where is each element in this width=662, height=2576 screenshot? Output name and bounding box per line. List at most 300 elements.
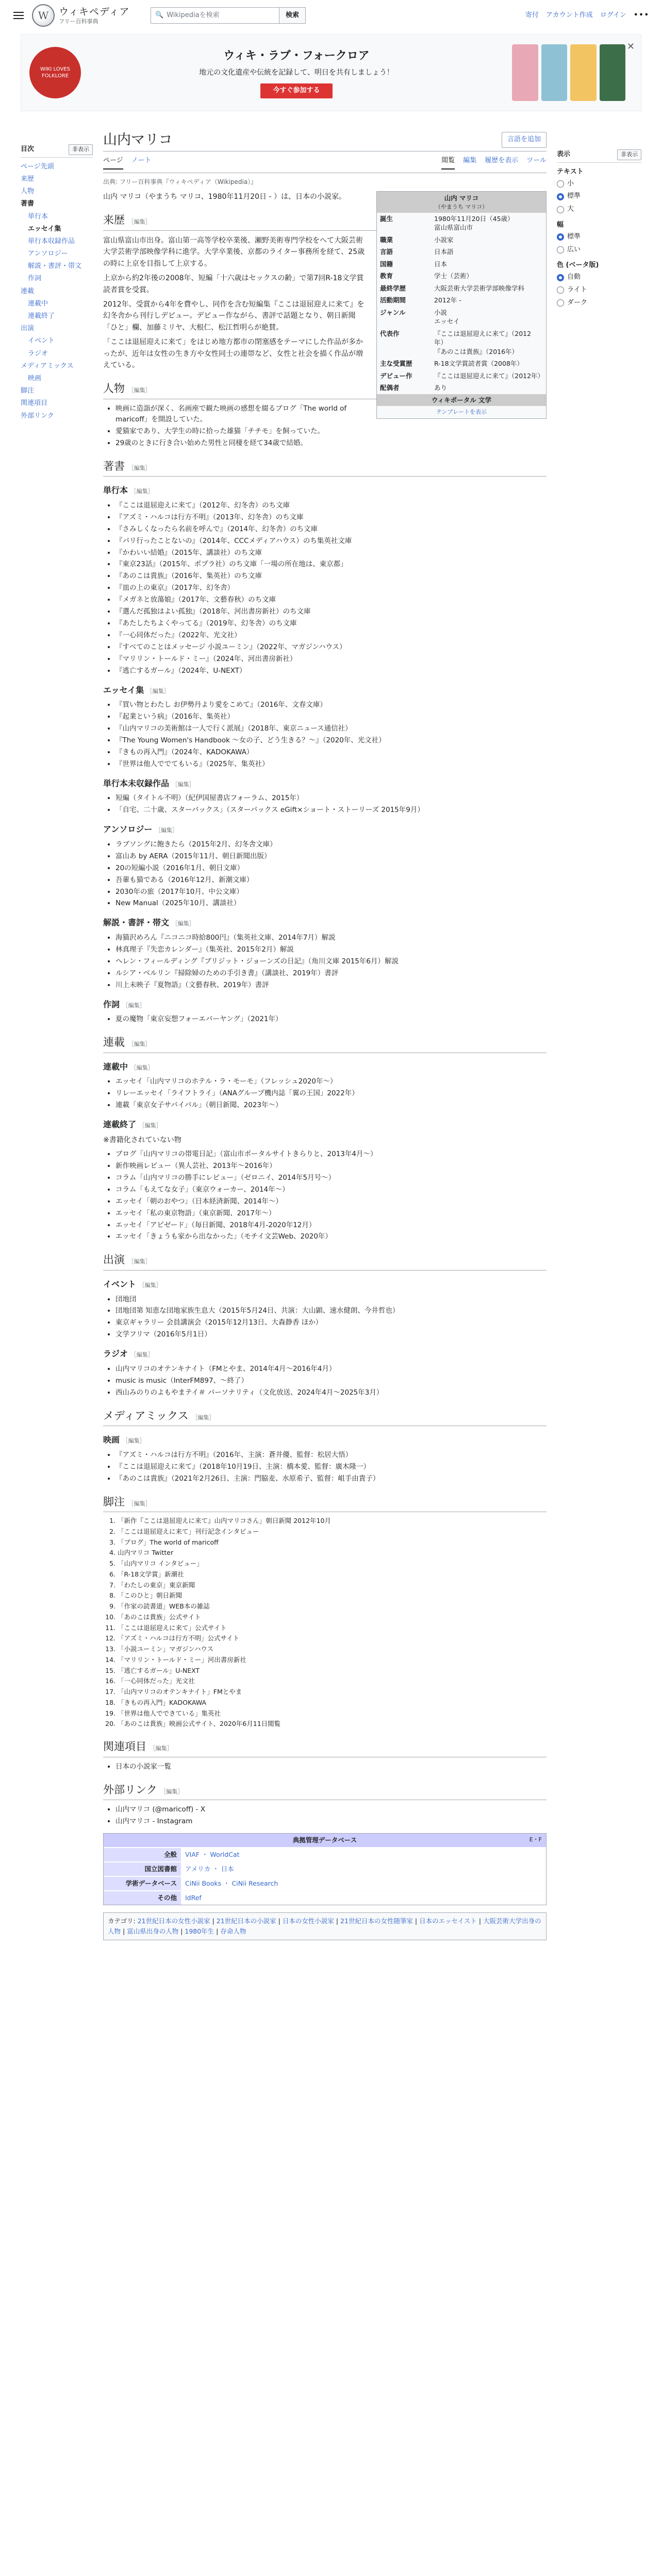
reference-item[interactable]: 5. 「山内マリコ インタビュー」 xyxy=(118,1559,547,1569)
list-item: • 『あのこは貴族』（2016年、集英社）のち文庫 xyxy=(115,571,547,582)
toc-item[interactable]: 外部リンク xyxy=(21,412,54,420)
category-link[interactable]: 大阪芸術大学出身の人物 xyxy=(108,1917,541,1936)
section-heading-lyrics xyxy=(103,998,547,1011)
bullet-list xyxy=(115,1149,547,1242)
section-heading-notes xyxy=(103,1494,547,1513)
tab-article[interactable]: ページ xyxy=(103,156,123,170)
toc-item[interactable]: 作詞 xyxy=(28,275,42,283)
list-item: • 林真理子『失恋カレンダー』（集英社、2015年2月）解説 xyxy=(115,944,547,955)
toc-item[interactable]: 著書 xyxy=(21,200,35,208)
banner-text: 地元の文化遺産や伝統を記録して、明日を共有しましょう！ xyxy=(199,69,394,77)
navbox-group: 学術データベース xyxy=(104,1876,181,1891)
section-edit-link[interactable]: ［編集］ xyxy=(128,218,151,226)
toc-item[interactable]: メディアミックス xyxy=(21,362,74,370)
reference-item[interactable]: 15. 「逃亡するガール」U-NEXT xyxy=(118,1666,547,1676)
infobox-key: 活動期間 xyxy=(380,296,406,304)
color-label: 色 (ベータ版) xyxy=(557,261,599,269)
section-heading-reviews xyxy=(103,916,547,929)
section-edit-link[interactable]: ［編集］ xyxy=(172,781,195,788)
category-link[interactable]: 1980年生 xyxy=(185,1927,214,1936)
reference-item[interactable]: 18. 「きもの再入門」KADOKAWA xyxy=(118,1698,547,1708)
section-title: イベント xyxy=(103,1279,137,1289)
section-heading-links xyxy=(103,1782,547,1801)
list-item: • 『きもの再入門』（2024年、KADOKAWA） xyxy=(115,747,547,758)
bullet-list xyxy=(115,1014,547,1025)
toc-item[interactable]: 関連項目 xyxy=(21,399,48,408)
section-title: 連載終了 xyxy=(103,1120,137,1130)
toc-item[interactable]: 単行本収録作品 xyxy=(28,237,75,245)
appearance-hide-button[interactable]: 非表示 xyxy=(617,149,641,160)
toc-item[interactable]: 連載中 xyxy=(28,299,48,308)
toc-item[interactable]: アンソロジー xyxy=(28,250,68,258)
category-link[interactable]: 21世紀日本の女性小説家 xyxy=(137,1917,210,1925)
list-item: • 『さみしくなったら名前を呼んで』（2014年、幻冬舎）のち文庫 xyxy=(115,524,547,535)
list-item: • エッセイ「山内マリコのホテル・ラ・モーモ」（フレッシュ2020年～） xyxy=(115,1076,547,1087)
search-placeholder: Wikipediaを検索 xyxy=(167,11,220,19)
list-item: • 山内マリコのオテンキナイト（FMとやま、2014年4月～2016年4月） xyxy=(115,1364,547,1375)
appearance-option[interactable] xyxy=(557,203,641,216)
section-title: 連載 xyxy=(103,1036,125,1049)
option-label: ダーク xyxy=(567,298,588,307)
infobox-name: 山内 マリコ xyxy=(444,194,479,202)
infobox-key: 国籍 xyxy=(380,260,393,268)
toc-item[interactable]: エッセイ集 xyxy=(28,225,61,233)
section-heading-serial_end xyxy=(103,1118,547,1131)
infobox-row xyxy=(377,358,546,370)
reference-item[interactable]: 9. 「作家の読書道」WEB本の雑誌 xyxy=(118,1602,547,1612)
tab-tools[interactable]: ツール xyxy=(526,157,547,165)
option-label: 自動 xyxy=(567,273,581,281)
radio-icon xyxy=(557,286,564,294)
list-item: • 川上未映子『夏物語』（文藝春秋、2019年）書評 xyxy=(115,980,547,991)
toc-hide-button[interactable]: 非表示 xyxy=(69,144,93,155)
toc-item[interactable]: 映画 xyxy=(28,374,42,382)
category-box: カテゴリ: 21世紀日本の女性小説家 | 21世紀日本の小説家 | 日本の女性小説家 | 21世紀日本の女性随筆家 | 日本のエッセイスト | 大阪芸術大学出身の人物 | 富山県出身の人物 | 1980年生 | 存命人物 xyxy=(103,1912,547,1940)
width-label: 幅 xyxy=(557,221,564,229)
option-label: 広い xyxy=(567,245,581,253)
infobox-value: 『ここは退屈迎えに来て』（2012年） xyxy=(434,371,544,380)
section-edit-link[interactable]: ［編集］ xyxy=(122,1002,145,1009)
appearance-panel xyxy=(557,144,641,310)
infobox-portal[interactable]: ウィキポータル 文学 xyxy=(377,394,546,406)
option-label: 小 xyxy=(567,179,574,188)
section-edit-link[interactable]: ［編集］ xyxy=(122,1437,145,1445)
option-label: ライト xyxy=(567,285,587,294)
section-title: 出演 xyxy=(103,1253,125,1266)
reference-list xyxy=(118,1516,547,1729)
toc-item[interactable]: 出演 xyxy=(21,325,35,333)
list-item: • 『選んだ孤独はよい孤独』（2018年、河出書房新社）のち文庫 xyxy=(115,606,547,617)
section-edit-link[interactable]: ［編集］ xyxy=(139,1122,162,1129)
category-link[interactable]: 日本の女性小説家 xyxy=(282,1917,334,1925)
add-language-button[interactable]: 言語を追加 xyxy=(502,132,547,148)
toc-title: 目次 xyxy=(21,145,35,153)
infobox-key: 誕生 xyxy=(380,214,393,223)
infobox-value: 日本 xyxy=(434,260,448,268)
list-item: • 『ここは退屈迎えに来て』（2012年、幻冬舎）のち文庫 xyxy=(115,500,547,511)
infobox-value: 大阪芸術大学芸術学部映像学科 xyxy=(434,284,525,292)
section-edit-link[interactable]: ［編集］ xyxy=(139,1281,162,1289)
list-item: • 富山あ by AERA（2015年11月、朝日新聞出版） xyxy=(115,851,547,862)
toc-item[interactable]: 解説・書評・帯文 xyxy=(28,262,82,270)
list-item: • 「自宅、二十歳、スターバックス」（スターバックス eGift×ショート・ストーリーズ 2015年9月） xyxy=(115,805,547,816)
campaign-banner xyxy=(21,34,641,111)
navbox-edit-links[interactable]: E・F xyxy=(529,1836,542,1843)
tab-talk[interactable]: ノート xyxy=(131,157,152,165)
section-heading-appear xyxy=(103,1251,547,1270)
list-item: • 愛猫家であり、大学生の時に拾った雄猫「チチモ」を飼っていた。 xyxy=(115,426,547,437)
radio-icon xyxy=(557,233,564,241)
infobox-row xyxy=(377,294,546,307)
reference-item[interactable]: 13. 「小説ユーミン」マガジンハウス xyxy=(118,1645,547,1654)
reference-item[interactable]: 10. 「あのこは貴族」公式サイト xyxy=(118,1613,547,1622)
category-label[interactable]: カテゴリ: xyxy=(108,1917,136,1925)
infobox-row xyxy=(377,370,546,382)
infobox-row xyxy=(377,246,546,258)
section-heading-essays xyxy=(103,684,547,697)
appearance-option[interactable] xyxy=(557,178,641,191)
authority-navbox xyxy=(103,1833,547,1905)
page-title: 山内マリコ xyxy=(103,132,173,148)
section-edit-link[interactable]: ［編集］ xyxy=(172,920,195,927)
toc-item[interactable]: ページ先頭 xyxy=(21,162,54,171)
reference-item[interactable]: 12. 「アズミ・ハルコは行方不明」公式サイト xyxy=(118,1634,547,1643)
list-item: • 東京ギャラリー 会員講演会（2015年12月13日、大森静香 ほか） xyxy=(115,1317,547,1328)
section-title: 単行本未収録作品 xyxy=(103,778,170,788)
user-tools xyxy=(525,10,650,21)
list-item: • エッセイ「朝のおやつ」（日本経済新聞、2014年～） xyxy=(115,1196,547,1207)
navbox-row xyxy=(104,1862,546,1876)
list-item: • 『世界は他人ででてもいる』（2025年、集英社） xyxy=(115,759,547,770)
list-item: • 『一心同体だった』（2022年、光文社） xyxy=(115,630,547,641)
list-item: • 『アズミ・ハルコは行方不明』（2013年、幻冬舎）のち文庫 xyxy=(115,512,547,523)
infobox-value: あり xyxy=(434,384,448,392)
toc-sidebar xyxy=(21,144,93,422)
infobox-value: 1980年11月20日（45歳） 富山県富山市 xyxy=(434,214,514,232)
infobox-value: 2012年 - xyxy=(434,296,461,304)
appearance-option[interactable] xyxy=(557,190,641,203)
list-item: • 団地団第 知恵な団地家族生息大（2015年5月24日、共演：大山顕、速水健朗、今井哲也） xyxy=(115,1306,547,1316)
category-link[interactable]: 21世紀日本の小説家 xyxy=(216,1917,276,1925)
list-item: • 日本の小説家一覧 xyxy=(115,1761,547,1772)
infobox-value: 『ここは退屈迎えに来て』（2012年） 『あのこは貴族』（2016年） xyxy=(434,329,532,355)
category-link[interactable]: 存命人物 xyxy=(220,1927,246,1936)
list-item: • 『ここは退屈迎えに来て』（2018年10月19日、主演：橋本愛、監督：廣木隆一） xyxy=(115,1462,547,1472)
reference-item[interactable]: 4. 山内マリコ Twitter xyxy=(118,1548,547,1558)
main-menu-icon[interactable] xyxy=(12,9,25,22)
list-item: • ヘレン・フィールディング『ブリジット・ジョーンズの日記』（角川文庫 2015年6月）解説 xyxy=(115,956,547,967)
radio-icon xyxy=(557,193,564,200)
section-heading-books xyxy=(103,458,547,477)
infobox-row xyxy=(377,234,546,246)
infobox-value: 小説 エッセイ xyxy=(434,308,460,326)
list-item: • 海猫沢めろん『ニコニコ時給800円』（集英社文庫、2014年7月）解説 xyxy=(115,933,547,943)
list-item: • 『あたしたちよくやってる』（2019年、幻冬舎）のち文庫 xyxy=(115,618,547,629)
reference-item[interactable]: 14. 「マリリン・トールド・ミー」河出書房新社 xyxy=(118,1655,547,1665)
bullet-list xyxy=(115,1294,547,1341)
infobox-value: 小説家 xyxy=(434,235,454,244)
toc-item[interactable]: 連載 xyxy=(21,287,35,295)
category-link[interactable]: 21世紀日本の女性随筆家 xyxy=(340,1917,413,1925)
list-item: • 新作映画レビュー（異人芸社、2013年～2016年） xyxy=(115,1161,547,1172)
infobox-value: 学士（芸術） xyxy=(434,272,473,280)
bullet-list xyxy=(115,1076,547,1111)
appearance-option[interactable] xyxy=(557,244,641,257)
toc-item[interactable]: 連載終了 xyxy=(28,312,55,320)
section-edit-link[interactable]: ［編集］ xyxy=(150,1745,173,1752)
tab-history[interactable]: 履歴を表示 xyxy=(485,157,519,165)
bullet-list xyxy=(115,500,547,676)
list-item: • エッセイ「私の東京物語」（東京新聞、2017年～） xyxy=(115,1208,547,1219)
section-title: 著書 xyxy=(103,460,125,472)
section-title: 脚注 xyxy=(103,1495,125,1508)
infobox-row xyxy=(377,382,546,394)
section-edit-link[interactable]: ［編集］ xyxy=(146,687,170,694)
infobox-reading: （やまうち マリコ） xyxy=(435,203,488,210)
list-item: • music is music（InterFM897、～終了） xyxy=(115,1376,547,1386)
list-item: • コラム「もえてな女子」（東京ウォーカー、2014年～） xyxy=(115,1184,547,1195)
list-item: • 山内マリコ (@maricoff) - X xyxy=(115,1804,547,1815)
tab-edit[interactable]: 編集 xyxy=(463,157,477,165)
navbox-group: その他 xyxy=(104,1891,181,1905)
section-title: 外部リンク xyxy=(103,1783,157,1796)
list-item: • 夏の魔物「東京妄想フォーエバーヤング」（2021年） xyxy=(115,1014,547,1025)
toc-item[interactable]: 脚注 xyxy=(21,387,35,395)
appearance-option[interactable] xyxy=(557,231,641,244)
section-title: 解説・書評・帯文 xyxy=(103,918,170,928)
reference-item[interactable]: 1. 「新作『ここは退屈迎えに来て』山内マリコさん」朝日新聞 2012年10月 xyxy=(118,1516,547,1526)
option-label: 標準 xyxy=(567,232,581,241)
section-title: 作詞 xyxy=(103,999,120,1009)
search-input[interactable] xyxy=(151,7,279,24)
infobox xyxy=(376,191,547,419)
navbox-links[interactable]: CiNii Books ・ CiNii Research xyxy=(181,1876,546,1891)
section-edit-link[interactable]: ［編集］ xyxy=(128,464,151,471)
banner-close-icon[interactable]: ✕ xyxy=(626,41,635,52)
infobox-key: 配偶者 xyxy=(380,384,400,392)
section-title: ラジオ xyxy=(103,1349,128,1359)
reference-item[interactable]: 7. 「わたしの東京」東京新聞 xyxy=(118,1581,547,1590)
site-tagline: フリー百科事典 xyxy=(59,18,98,25)
section-edit-link[interactable]: ［編集］ xyxy=(130,1351,154,1359)
navbox-links[interactable]: VIAF ・ WorldCat xyxy=(181,1848,546,1862)
appearance-option[interactable] xyxy=(557,271,641,284)
appearance-title: 表示 xyxy=(557,150,571,158)
reference-item[interactable]: 6. 「R-18文学賞」新潮社 xyxy=(118,1570,547,1580)
section-title: 映画 xyxy=(103,1435,120,1445)
bullet-list xyxy=(115,933,547,991)
navbox-row xyxy=(104,1876,546,1891)
banner-photo xyxy=(541,44,568,101)
list-item: • 西山みのりのよもやまテイ＃ パーソナリティ（文化放送、2024年4月～2025年3月） xyxy=(115,1387,547,1398)
reference-item[interactable]: 3. 「ブログ」The world of maricoff xyxy=(118,1538,547,1548)
reference-item[interactable]: 2. 「ここは退屈迎えに来て」刊行記念インタビュー xyxy=(118,1527,547,1537)
list-item: • ラブソングに飽きたら（2015年2月、幻冬舎文庫） xyxy=(115,839,547,850)
create-account-link[interactable]: アカウント作成 xyxy=(545,11,593,19)
banner-logo: WIKI LOVES FOLKLORE xyxy=(29,47,81,98)
section-note: ※書籍化されていない物 xyxy=(103,1136,181,1144)
bullet-list xyxy=(115,1364,547,1398)
category-link[interactable]: 富山県出身の人物 xyxy=(127,1927,179,1936)
reference-item[interactable]: 16. 「一心同体だった」光文社 xyxy=(118,1676,547,1686)
section-title: 来歴 xyxy=(103,214,125,227)
infobox-key: 職業 xyxy=(380,235,393,244)
toc-item[interactable]: 単行本 xyxy=(28,212,48,221)
site-header xyxy=(0,0,662,31)
intro-paragraph: 山内 マリコ（やまうち マリコ、1980年11月20日 - ）は、日本の小説家。 xyxy=(103,193,346,201)
toc-item[interactable]: ラジオ xyxy=(28,349,48,358)
banner-photo xyxy=(570,44,597,101)
section-edit-link[interactable]: ［編集］ xyxy=(130,1064,154,1071)
section-edit-link[interactable]: ［編集］ xyxy=(160,1788,184,1795)
section-edit-link[interactable]: ［編集］ xyxy=(128,1041,151,1048)
banner-title: ウィキ・ラブ・フォークロア xyxy=(223,49,370,62)
section-title: 人物 xyxy=(103,382,125,395)
option-label: 標準 xyxy=(567,192,581,200)
list-item: • 『買い物とわたし お伊勢丹より愛をこめて』（2016年、文春文庫） xyxy=(115,700,547,710)
list-item: • エッセイ「きょうも家から出なかった」（モチイ文芸Web、2020年） xyxy=(115,1231,547,1242)
template-link[interactable]: テンプレートを表示 xyxy=(436,409,487,416)
section-title: メディアミックス xyxy=(103,1409,189,1422)
section-edit-link[interactable]: ［編集］ xyxy=(130,488,154,495)
reference-item[interactable]: 8. 「このひと」朝日新聞 xyxy=(118,1591,547,1601)
infobox-key: 主な受賞歴 xyxy=(380,360,412,368)
search-icon: 🔍 xyxy=(155,11,164,19)
category-link[interactable]: 日本のエッセイスト xyxy=(419,1917,477,1925)
reference-item[interactable]: 17. 「山内マリコのオテンキナイト」FMとやま xyxy=(118,1687,547,1697)
banner-photo xyxy=(600,44,626,101)
list-item: • 『山内マリコの美術館は一人で行く派展』（2018年、東京ニュース通信社） xyxy=(115,723,547,734)
section-title: 関連項目 xyxy=(103,1740,146,1753)
bullet-list xyxy=(115,793,547,816)
login-link[interactable]: ログイン xyxy=(600,11,627,19)
reference-item[interactable]: 11. 「ここは退屈迎えに来て」公式サイト xyxy=(118,1623,547,1633)
navbox-row xyxy=(104,1891,546,1905)
list-item: • ルシア・ベルリン『掃除婦のための手引き書』（講談社、2019年）書評 xyxy=(115,968,547,979)
appearance-option[interactable] xyxy=(557,284,641,297)
wikipedia-globe-icon: W xyxy=(32,4,55,27)
infobox-row xyxy=(377,258,546,270)
toc-item[interactable]: 来歴 xyxy=(21,175,35,183)
infobox-row xyxy=(377,328,546,358)
section-heading-films xyxy=(103,1433,547,1447)
site-logo[interactable] xyxy=(32,4,140,27)
infobox-row xyxy=(377,213,546,234)
list-item: • リレーエッセイ「ライフトライ」（ANAグループ機内誌「翼の王国」2022年） xyxy=(115,1088,547,1099)
list-item: • 山内マリコ - Instagram xyxy=(115,1816,547,1827)
list-item: • 29歳のときに行き合い始めた男性と同棲を経て34歳で結婚。 xyxy=(115,438,547,449)
section-edit-link[interactable]: ［編集］ xyxy=(155,827,178,834)
section-heading-serial xyxy=(103,1034,547,1053)
toc-item[interactable]: 人物 xyxy=(21,188,35,196)
section-title: エッセイ集 xyxy=(103,685,144,695)
section-edit-link[interactable]: ［編集］ xyxy=(192,1414,215,1421)
paragraph: 上京から約2年後の2008年、短編「十六歳はセックスの齢」で第7回R-18文学賞読者賞を受賞。 xyxy=(103,274,364,294)
section-heading-collected xyxy=(103,777,547,790)
list-item: • 『皿の上の東京』（2017年、幻冬舎） xyxy=(115,583,547,594)
toc-item[interactable]: イベント xyxy=(28,337,55,345)
list-item: • 短編（タイトル不明）（紀伊国屋書店フォーラム、2015年） xyxy=(115,793,547,804)
radio-icon xyxy=(557,206,564,213)
bullet-list xyxy=(115,1450,547,1484)
navbox-links[interactable]: IdRef xyxy=(181,1891,546,1905)
list-item: • 『あのこは貴族』（2021年2月26日、主演：門脇麦、水原希子、監督：岨手由貴子） xyxy=(115,1473,547,1484)
list-item: • エッセイ「アピゼード」（毎日新聞、2018年4月-2020年12月） xyxy=(115,1220,547,1231)
appearance-option[interactable] xyxy=(557,297,641,310)
bullet-list xyxy=(115,1804,547,1827)
list-item: • 『起業という病』（2016年、集英社） xyxy=(115,711,547,722)
text-size-label: テキスト xyxy=(557,167,584,176)
banner-photos xyxy=(512,44,625,101)
list-item: • 『メガネと放蕩娘』（2017年、文藝春秋）のち文庫 xyxy=(115,595,547,605)
search-form xyxy=(151,7,306,24)
radio-icon xyxy=(557,274,564,281)
navbox-title: 典拠管理データベース xyxy=(292,1836,357,1844)
navbox-group: 全般 xyxy=(104,1848,181,1862)
list-item: • 2030年の旅（2017年10月、中公文庫） xyxy=(115,887,547,897)
navbox-group: 国立図書館 xyxy=(104,1862,181,1876)
tab-read[interactable]: 閲覧 xyxy=(441,156,455,170)
site-name: ウィキペディア xyxy=(59,6,130,18)
section-edit-link[interactable]: ［編集］ xyxy=(128,1258,151,1265)
list-item: • 『マリリン・トールド・ミー』（2024年、河出書房新社） xyxy=(115,654,547,665)
list-item: • 『東京23話』（2015年、ポプラ社）のち文庫「一場の所在地は、東京都」 xyxy=(115,559,547,570)
section-title: 連載中 xyxy=(103,1061,128,1072)
more-tools-icon[interactable]: ••• xyxy=(634,11,650,19)
list-item: • コラム「山内マリコの勝手にレビュー」（ゼロニイ、2014年5月号～） xyxy=(115,1173,547,1183)
list-item: • 『The Young Women's Handbook ～女の子、どう生きる？～』（2020年、光文社） xyxy=(115,735,547,746)
section-heading-events xyxy=(103,1278,547,1291)
navbox-row xyxy=(104,1848,546,1862)
donate-link[interactable]: 寄付 xyxy=(525,11,539,19)
list-item: • 文学フリマ（2016年5月1日） xyxy=(115,1329,547,1340)
reference-item[interactable]: 19. 「世界は他人でできている」集英社 xyxy=(118,1709,547,1719)
bullet-list xyxy=(115,700,547,770)
banner-photo xyxy=(512,44,538,101)
infobox-value: 日本語 xyxy=(434,248,454,256)
list-item: • ブログ「山内マリコの帯電日記」（富山市ポータルサイトきらりと、2013年4月～） xyxy=(115,1149,547,1160)
list-item: • 『かわいい結婚』（2015年、講談社）のち文庫 xyxy=(115,548,547,558)
section-title: アンソロジー xyxy=(103,824,153,835)
page-tagline: 出典: フリー百科事典『ウィキペディア（Wikipedia）』 xyxy=(103,178,257,185)
reference-item[interactable]: 20. 「あのこは貴族」映画公式サイト、2020年6月11日閲覧 xyxy=(118,1719,547,1729)
radio-icon xyxy=(557,299,564,307)
paragraph: 富山県富山市出身。富山第一高等学校卒業後、瀬野美術専門学校をへて大阪芸術大学芸術学部映像学科に進学。大学卒業後、京都のライター事務所を経て、25歳の時に上京を目指して上京する。 xyxy=(103,236,365,268)
list-item: • 20の短編小説（2016年1月、朝日文庫） xyxy=(115,863,547,874)
search-button[interactable]: 検索 xyxy=(279,7,306,24)
list-item: • 団地団 xyxy=(115,1294,547,1305)
section-title: 単行本 xyxy=(103,485,128,496)
section-edit-link[interactable]: ［編集］ xyxy=(128,1500,151,1507)
section-edit-link[interactable]: ［編集］ xyxy=(128,387,151,394)
infobox-value: R-18文学賞読者賞（2008年） xyxy=(434,360,523,368)
infobox-key: 教育 xyxy=(380,272,393,280)
navbox-links[interactable]: アメリカ ・ 日本 xyxy=(181,1862,546,1876)
section-heading-serial_now xyxy=(103,1060,547,1074)
bullet-list xyxy=(115,839,547,909)
infobox-key: デビュー作 xyxy=(380,371,412,380)
main-content xyxy=(103,131,547,1940)
list-item: • 吾輩も猫である（2016年12月、新潮文庫） xyxy=(115,875,547,886)
toc-list xyxy=(21,161,93,422)
list-item: • New Manual（2025年10月、講談社） xyxy=(115,898,547,909)
banner-join-button[interactable]: 今すぐ参加する xyxy=(260,83,332,98)
page-tabs xyxy=(103,152,547,173)
section-heading-related xyxy=(103,1738,547,1757)
list-item: • 『アズミ・ハルコは行方不明』（2016年、主演：蒼井優、監督：松居大悟） xyxy=(115,1450,547,1461)
list-item: • 『パリ行ったことないの』（2014年、CCCメディアハウス）のち集英社文庫 xyxy=(115,536,547,547)
option-label: 大 xyxy=(567,205,574,213)
